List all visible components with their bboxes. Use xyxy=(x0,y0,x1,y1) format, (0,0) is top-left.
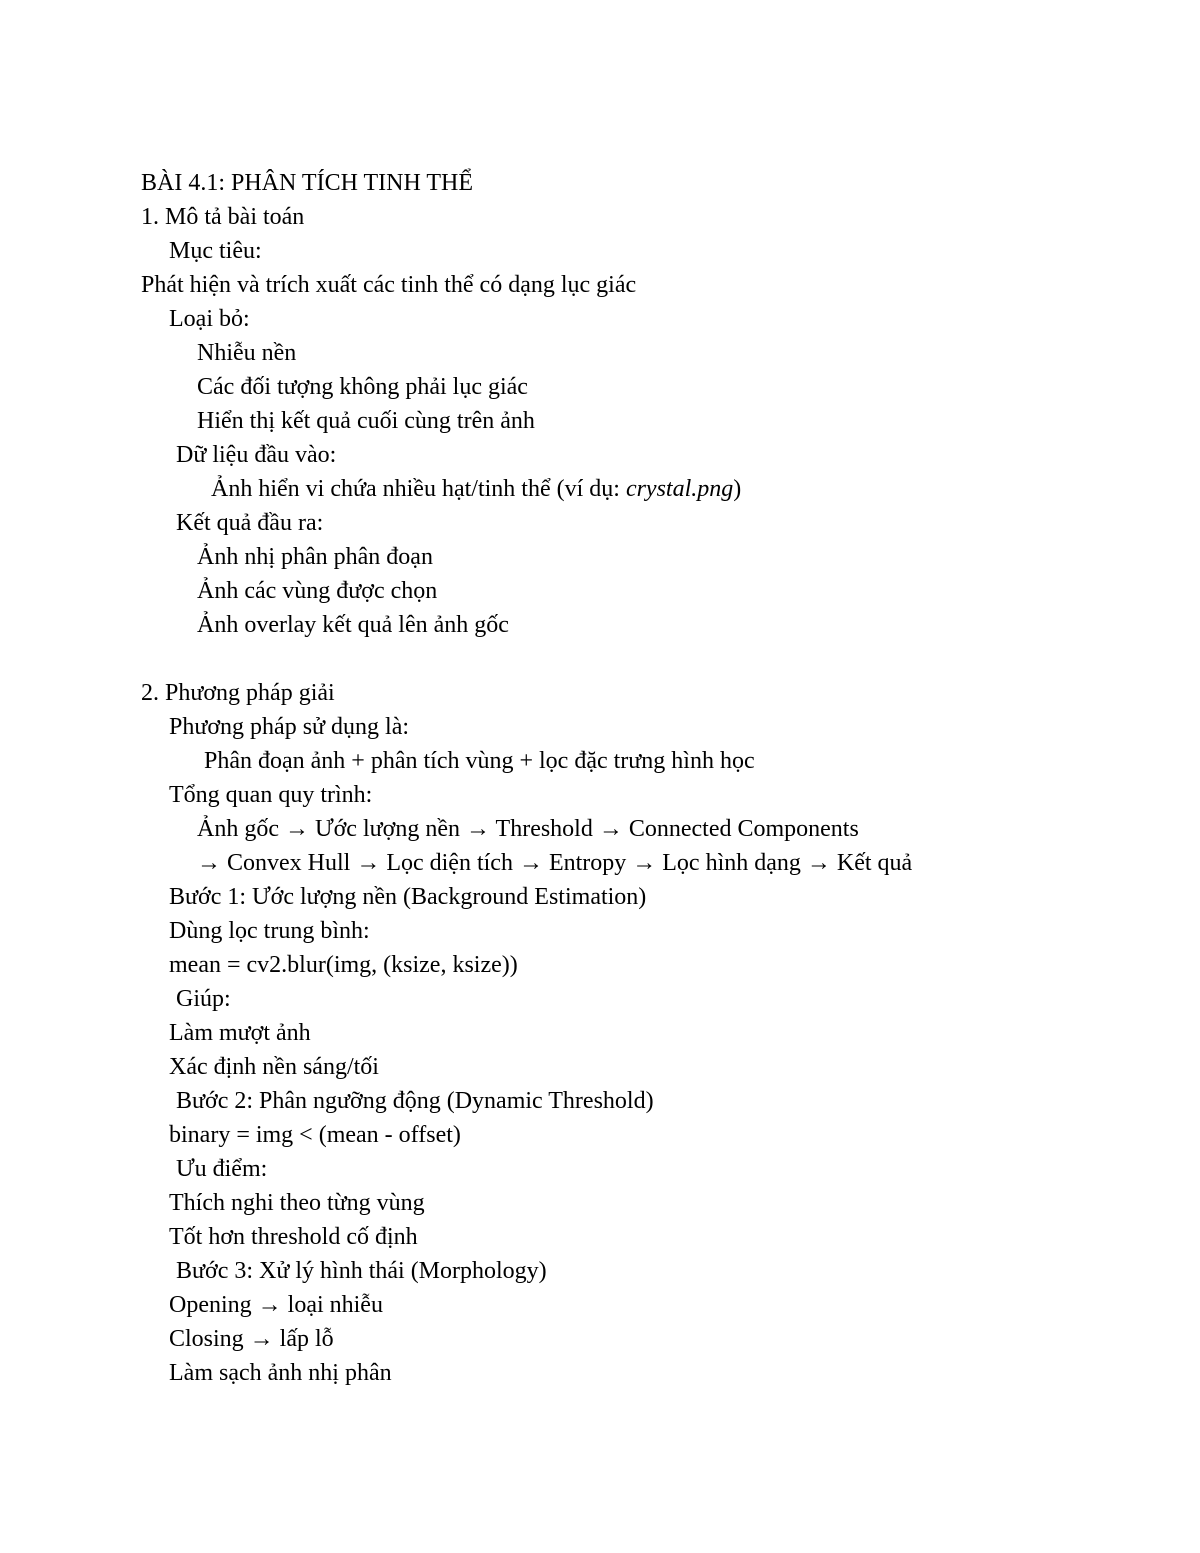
step-2-title: Bước 2: Phân ngưỡng động (Dynamic Threshold) xyxy=(176,1088,654,1114)
remove-label: Loại bỏ: xyxy=(169,306,250,332)
input-text-before: Ảnh hiển vi chứa nhiều hạt/tinh thể (ví dụ: xyxy=(211,476,626,502)
step-1-code: mean = cv2.blur(img, (ksize, ksize)) xyxy=(169,952,518,978)
step-2-adv-item: Tốt hơn threshold cố định xyxy=(169,1224,418,1250)
pipeline-line-1: Ảnh gốc → Ước lượng nền → Threshold → Connected Components xyxy=(197,816,859,842)
goal-text: Phát hiện và trích xuất các tinh thể có dạng lục giác xyxy=(141,272,637,298)
step-1-help-item: Làm mượt ảnh xyxy=(169,1020,311,1046)
input-label: Dữ liệu đầu vào: xyxy=(176,442,337,468)
goal-label: Mục tiêu: xyxy=(169,238,262,264)
output-item: Ảnh overlay kết quả lên ảnh gốc xyxy=(197,612,509,638)
output-item: Ảnh nhị phân phân đoạn xyxy=(197,544,433,570)
step-3-title: Bước 3: Xử lý hình thái (Morphology) xyxy=(176,1258,547,1284)
method-label: Phương pháp sử dụng là: xyxy=(169,714,410,740)
step-3-item: Làm sạch ảnh nhị phân xyxy=(169,1360,392,1386)
document-title: BÀI 4.1: PHÂN TÍCH TINH THỂ xyxy=(141,170,474,196)
remove-item: Nhiễu nền xyxy=(197,340,297,366)
step-1-help-item: Xác định nền sáng/tối xyxy=(169,1054,379,1080)
step-2-code: binary = img < (mean - offset) xyxy=(169,1122,461,1148)
step-1-title: Bước 1: Ước lượng nền (Background Estimation) xyxy=(169,884,647,910)
pipeline-line-2: → Convex Hull → Lọc diện tích → Entropy → Lọc hình dạng → Kết quả xyxy=(197,850,913,876)
step-3-item: Closing → lấp lỗ xyxy=(169,1326,334,1352)
input-text-after: ) xyxy=(733,476,742,502)
method-text: Phân đoạn ảnh + phân tích vùng + lọc đặc trưng hình học xyxy=(204,748,755,774)
section-2-heading: 2. Phương pháp giải xyxy=(141,680,335,706)
step-1-help-label: Giúp: xyxy=(176,986,231,1012)
input-text xyxy=(211,474,741,504)
remove-item: Hiển thị kết quả cuối cùng trên ảnh xyxy=(197,408,535,434)
remove-item: Các đối tượng không phải lục giác xyxy=(197,374,528,400)
step-3-item: Opening → loại nhiễu xyxy=(169,1292,383,1318)
output-label: Kết quả đầu ra: xyxy=(176,510,324,536)
section-1-heading: 1. Mô tả bài toán xyxy=(141,204,305,230)
step-2-adv-label: Ưu điểm: xyxy=(176,1156,268,1182)
input-filename: crystal.png xyxy=(625,476,734,502)
step-2-adv-item: Thích nghi theo từng vùng xyxy=(169,1190,425,1216)
output-item: Ảnh các vùng được chọn xyxy=(197,578,438,604)
step-1-desc: Dùng lọc trung bình: xyxy=(169,918,370,944)
overview-label: Tổng quan quy trình: xyxy=(169,782,373,808)
